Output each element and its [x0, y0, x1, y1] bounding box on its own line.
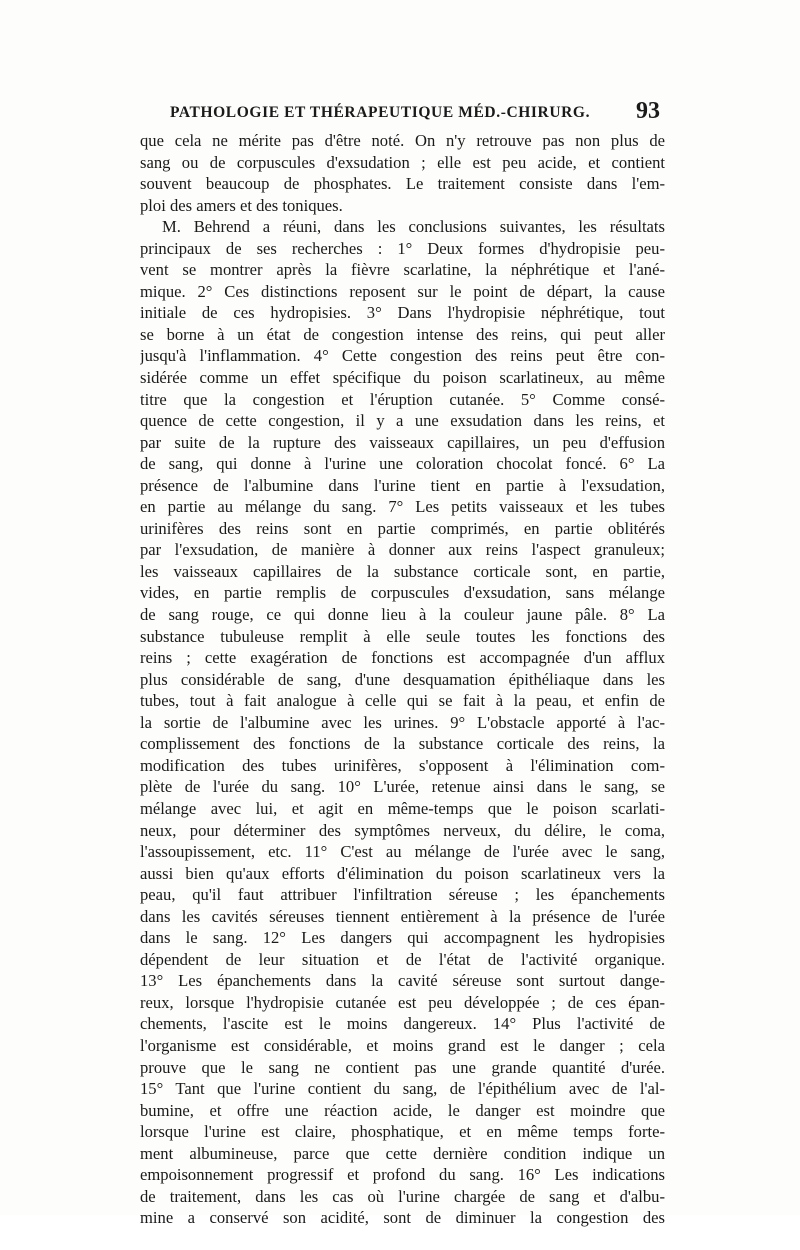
text-line: reins ; cette exagération de fonctions est accompagnée d'un afflux [140, 648, 665, 668]
text-line: dépendent de leur situation et de l'état de l'activité organique. [140, 949, 665, 969]
text-line: reux, lorsque l'hydropisie cutanée est peu développée ; de ces épan- [140, 992, 665, 1012]
text-line: mélange avec lui, et agit en même-temps que le poison scarlati- [140, 798, 665, 818]
text-line: mine a conservé son acidité, sont de diminuer la congestion des [140, 1208, 665, 1228]
text-line: empoisonnement progressif et profond du sang. 16° Les indications [140, 1165, 665, 1185]
text-line: principaux de ses recherches : 1° Deux formes d'hydropisie peu- [140, 238, 665, 258]
text-line: dans les cavités séreuses tiennent entièrement à la présence de l'urée [140, 906, 665, 926]
text-line: urinifères des reins sont en partie comprimés, en partie oblitérés [140, 518, 665, 538]
text-line: substance tubuleuse remplit à elle seule toutes les fonctions des [140, 626, 665, 646]
text-line: tubes, tout à fait analogue à celle qui se fait à la peau, et enfin de [140, 691, 665, 711]
text-line: sang ou de corpuscules d'exsudation ; elle est peu acide, et contient [140, 152, 665, 172]
text-line: mique. 2° Ces distinctions reposent sur le point de départ, la cause [140, 281, 665, 301]
text-line: complissement des fonctions de la substance corticale des reins, la [140, 734, 665, 754]
text-line: M. Behrend a réuni, dans les conclusions suivantes, les résultats [162, 217, 665, 237]
text-line: par suite de la rupture des vaisseaux capillaires, un peu d'effusion [140, 432, 665, 452]
text-line [140, 1229, 665, 1250]
text-line: l'assoupissement, etc. 11° C'est au mélange de l'urée avec le sang, [140, 842, 665, 862]
text-line: aussi bien qu'aux efforts d'élimination du poison scarlatineux vers la [140, 863, 665, 883]
text-line: les vaisseaux capillaires de la substance corticale sont, en partie, [140, 561, 665, 581]
text-line: de traitement, dans les cas où l'urine chargée de sang et d'albu- [140, 1186, 665, 1206]
text-line: par l'exsudation, de manière à donner aux reins l'aspect granuleux; [140, 540, 665, 560]
text-line: 13° Les épanchements dans la cavité séreuse sont surtout dange- [140, 971, 665, 991]
text-line: peau, qu'il faut attribuer l'infiltration séreuse ; les épanchements [140, 885, 665, 905]
text-line: que cela ne mérite pas d'être noté. On n'y retrouve pas non plus de [140, 131, 665, 150]
text-line: en partie au mélange du sang. 7° Les petits vaisseaux et les tubes [140, 497, 665, 517]
text-line: l'organisme est considérable, et moins grand est le danger ; cela [140, 1035, 665, 1055]
text-line: vent se montrer après la fièvre scarlatine, la néphrétique et l'ané- [140, 260, 665, 280]
text-line: plus considérable de sang, d'une desquamation épithéliaque dans les [140, 669, 665, 689]
text-line: jusqu'à l'inflammation. 4° Cette congestion des reins peut être con- [140, 346, 665, 366]
page-number: 93 [636, 98, 660, 124]
text-line: sidérée comme un effet spécifique du poison scarlatineux, au même [140, 368, 665, 388]
text-line: titre que la congestion et l'éruption cutanée. 5° Comme consé- [140, 389, 665, 409]
text-line: ploi des amers et des toniques. [140, 195, 343, 215]
text-line: plète de l'urée du sang. 10° L'urée, retenue ainsi dans le sang, se [140, 777, 665, 797]
text-line: de sang rouge, ce qui donne lieu à la couleur jaune pâle. 8° La [140, 605, 665, 625]
running-title: PATHOLOGIE ET THÉRAPEUTIQUE MÉD.-CHIRURG. [170, 104, 591, 121]
text-line: initiale de ces hydropisies. 3° Dans l'hydropisie néphrétique, tout [140, 303, 665, 323]
text-line: souvent beaucoup de phosphates. Le traitement consiste dans l'em- [140, 174, 665, 194]
text-line: bumine, et offre une réaction acide, le danger est moindre que [140, 1100, 665, 1120]
text-line: modification des tubes urinifères, s'opposent à l'élimination com- [140, 755, 665, 775]
text-line: de sang, qui donne à l'urine une coloration chocolat foncé. 6° La [140, 454, 665, 474]
text-line: se borne à un état de congestion intense des reins, qui peut aller [140, 324, 665, 344]
text-line: ment albumineuse, parce que cette dernière condition indique un [140, 1143, 665, 1163]
text-line: lorsque l'urine est claire, phosphatique, et en même temps forte- [140, 1122, 665, 1142]
text-line: présence de l'albumine dans l'urine tient en partie à l'exsudation, [140, 475, 665, 495]
text-line: la sortie de l'albumine avec les urines. 9° L'obstacle apporté à l'ac- [140, 712, 665, 732]
running-head [140, 98, 660, 128]
text-line: vides, en partie remplis de corpuscules d'exsudation, sans mélange [140, 583, 665, 603]
text-line: dans le sang. 12° Les dangers qui accompagnent les hydropisies [140, 928, 665, 948]
text-line: quence de cette congestion, il y a une exsudation dans les reins, et [140, 411, 665, 431]
text-line: chements, l'ascite est le moins dangereux. 14° Plus l'activité de [140, 1014, 665, 1034]
text-line: neux, pour déterminer des symptômes nerveux, du délire, le coma, [140, 820, 665, 840]
text-line: prouve que le sang ne contient pas une grande quantité d'urée. [140, 1057, 665, 1077]
text-line: 15° Tant que l'urine contient du sang, de l'épithélium avec de l'al- [140, 1079, 665, 1099]
body-text [140, 130, 665, 1250]
